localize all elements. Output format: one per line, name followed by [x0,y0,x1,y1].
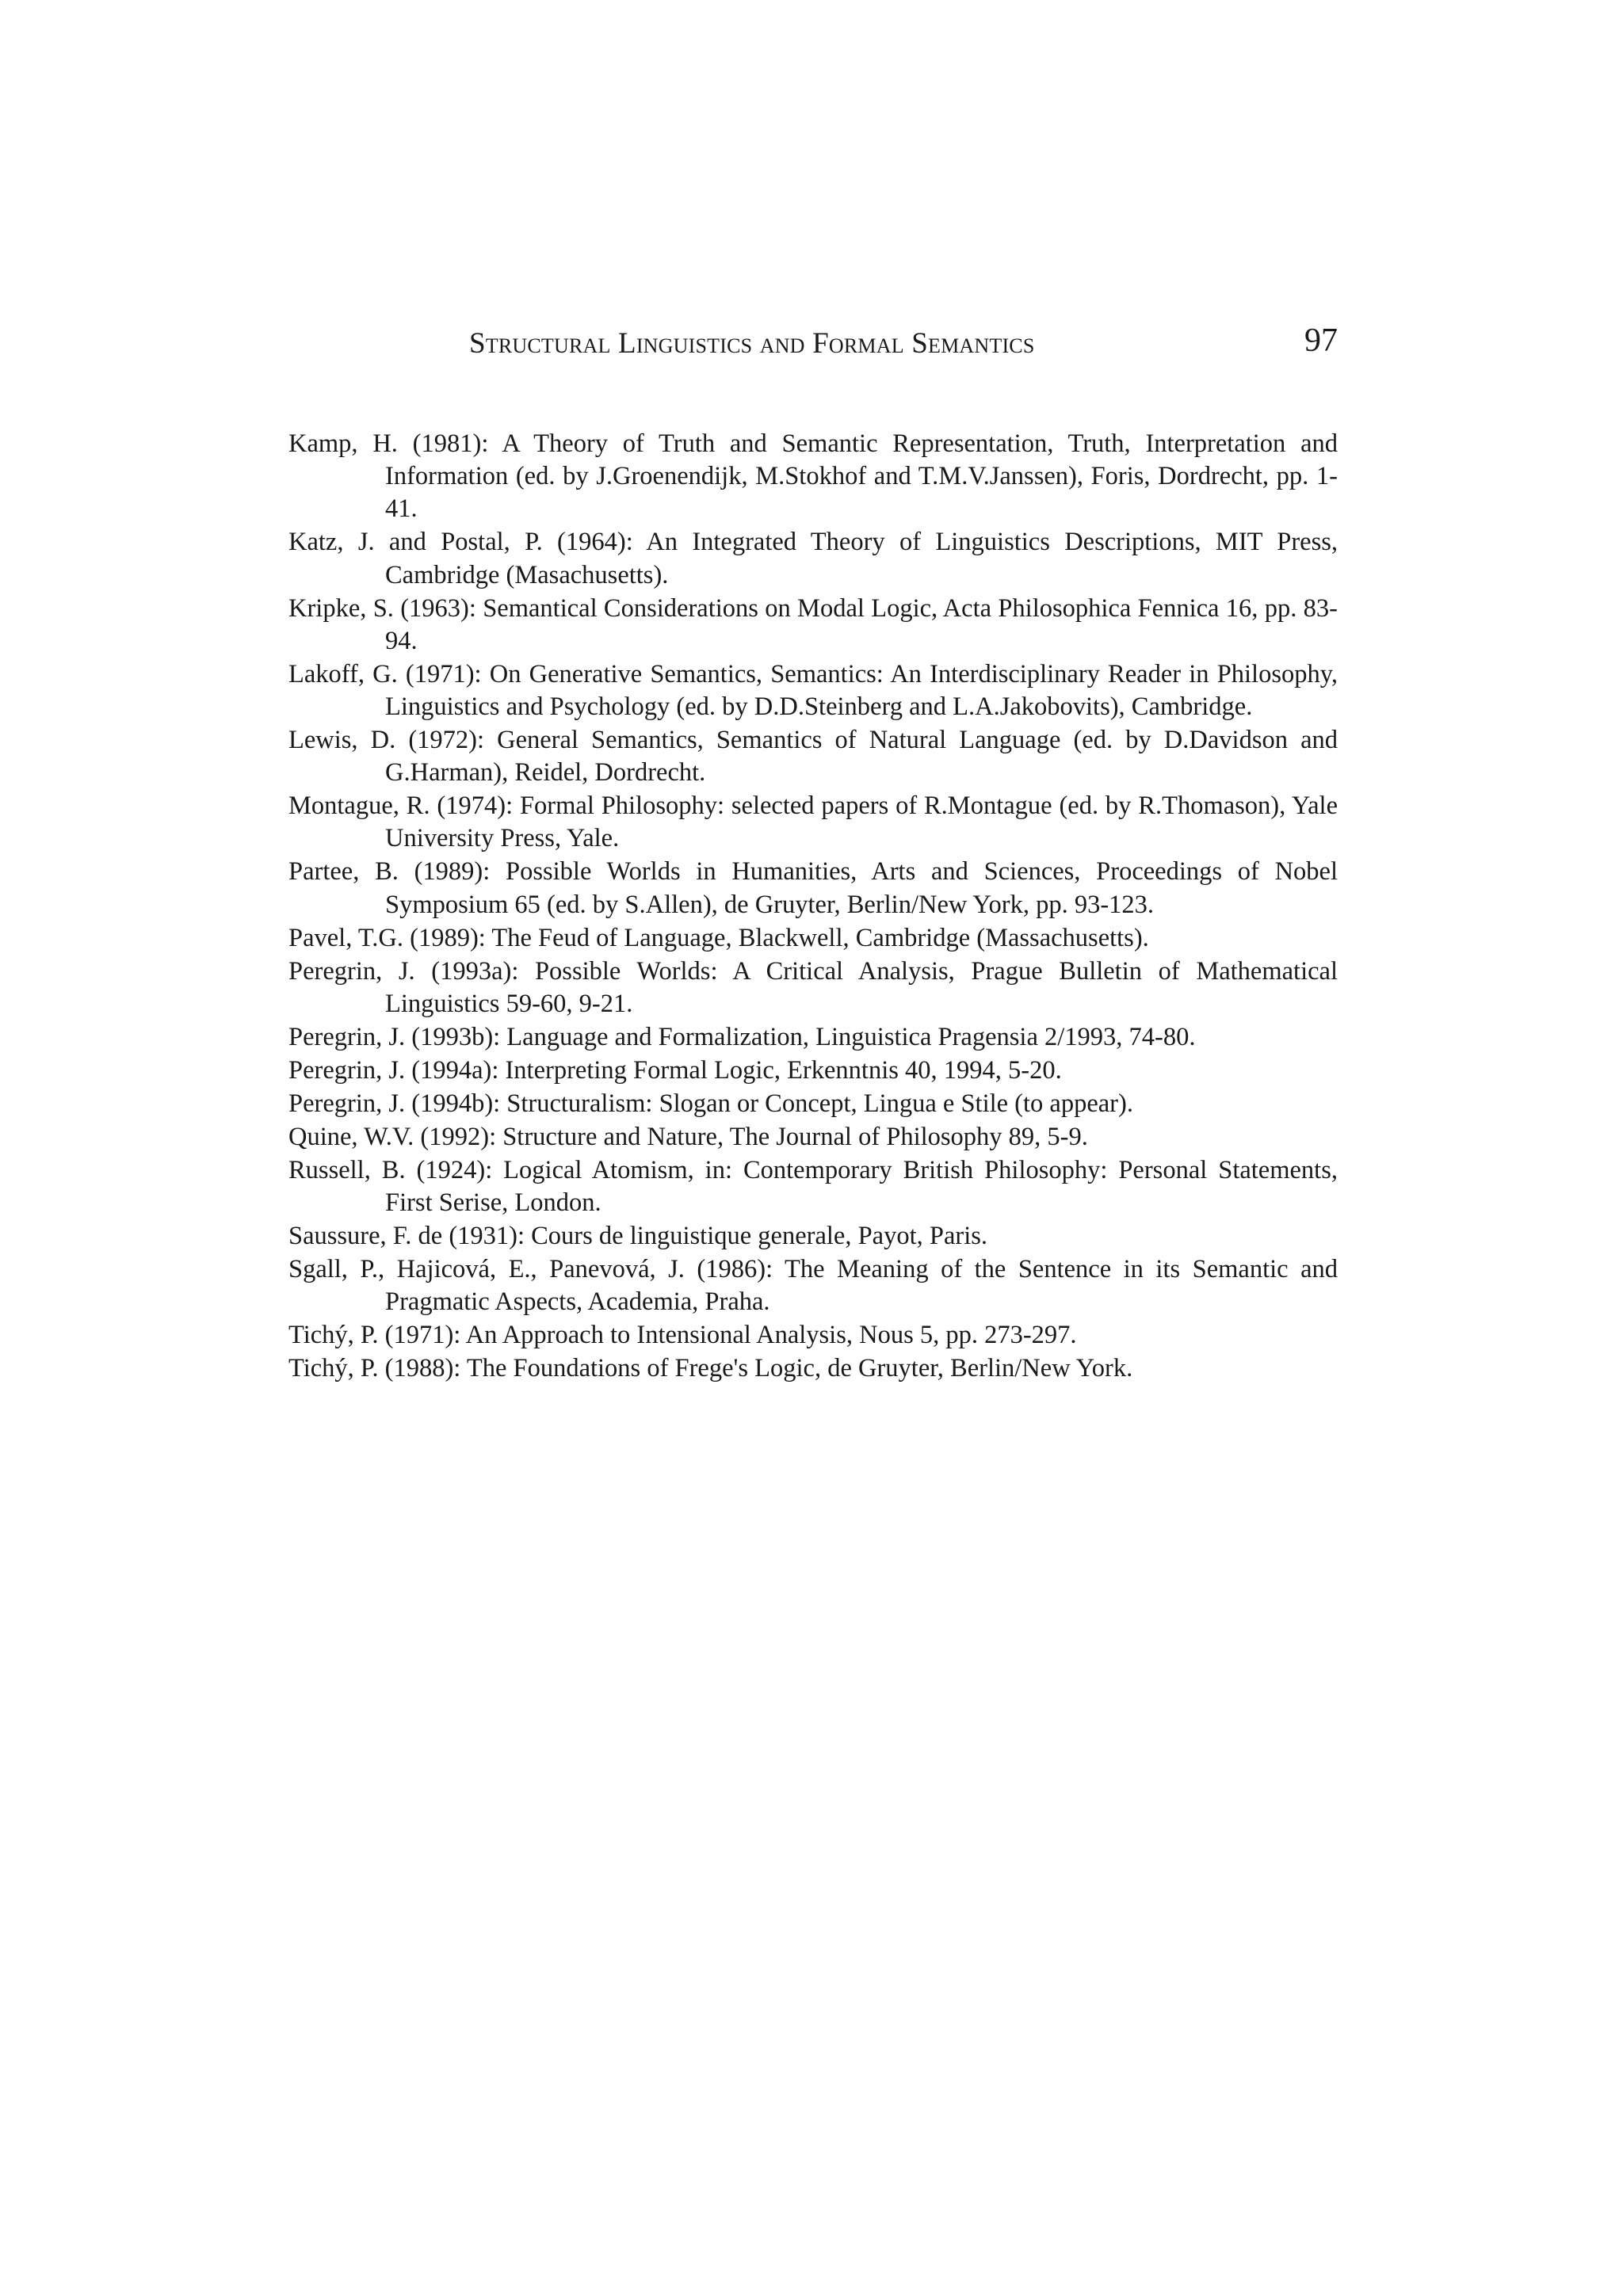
reference-entry: Peregrin, J. (1993a): Possible Worlds: A Critical Analysis, Prague Bulletin of Mathematical Linguistics 59-60, 9-21. [288,956,1338,1018]
running-header [288,322,1338,374]
reference-entry: Montague, R. (1974): Formal Philosophy: selected papers of R.Montague (ed. by R.Thomason), Yale University Press, Yale. [288,791,1338,853]
reference-entry: Pavel, T.G. (1989): The Feud of Language, Blackwell, Cambridge (Massachusetts). [288,923,1149,952]
reference-entry: Russell, B. (1924): Logical Atomism, in: Contemporary British Philosophy: Personal Statements, First Serise, London. [288,1155,1338,1218]
reference-entry: Saussure, F. de (1931): Cours de linguistique generale, Payot, Paris. [288,1222,987,1251]
reference-entry: Lewis, D. (1972): General Semantics, Semantics of Natural Language (ed. by D.Davidson and G.Harman), Reidel, Dordrecht. [288,726,1338,788]
reference-entry: Quine, W.V. (1992): Structure and Nature, The Journal of Philosophy 89, 5-9. [288,1122,1088,1151]
reference-entry: Katz, J. and Postal, P. (1964): An Integrated Theory of Linguistics Descriptions, MIT Press, Cambridge (Masachusetts). [288,528,1338,589]
reference-entry: Kamp, H. (1981): A Theory of Truth and Semantic Representation, Truth, Interpretation and Information (ed. by J.Groenendijk, M.Stokhof and T.M.V.Janssen), Foris, Dordrecht, pp. 1-41. [288,429,1338,524]
page-number: 97 [1304,322,1338,359]
running-title: Structural Linguistics and Formal Semantics [469,327,1035,360]
reference-entry: Tichý, P. (1971): An Approach to Intensional Analysis, Nous 5, pp. 273-297. [288,1321,1077,1350]
reference-entry: Kripke, S. (1963): Semantical Considerations on Modal Logic, Acta Philosophica Fennica 16, pp. 83-94. [288,593,1338,655]
reference-entry: Lakoff, G. (1971): On Generative Semantics, Semantics: An Interdisciplinary Reader in Philosophy, Linguistics and Psychology (ed. by D.D.Steinberg and L.A.Jakobovits), Cambridge. [288,659,1338,722]
reference-entry: Peregrin, J. (1994a): Interpreting Formal Logic, Erkenntnis 40, 1994, 5-20. [288,1055,1062,1085]
reference-entry: Peregrin, J. (1993b): Language and Formalization, Linguistica Pragensia 2/1993, 74-80. [288,1022,1196,1051]
reference-list [288,428,1338,1386]
reference-entry: Peregrin, J. (1994b): Structuralism: Slogan or Concept, Lingua e Stile (to appear). [288,1089,1133,1118]
reference-entry: Tichý, P. (1988): The Foundations of Frege's Logic, de Gruyter, Berlin/New York. [288,1354,1133,1383]
reference-entry: Partee, B. (1989): Possible Worlds in Humanities, Arts and Sciences, Proceedings of Nobel Symposium 65 (ed. by S.Allen), de Gruyter, Berlin/New York, pp. 93-123. [288,857,1338,919]
reference-entry: Sgall, P., Hajicová, E., Panevová, J. (1986): The Meaning of the Sentence in its Semantic and Pragmatic Aspects, Academia, Praha. [288,1255,1338,1317]
